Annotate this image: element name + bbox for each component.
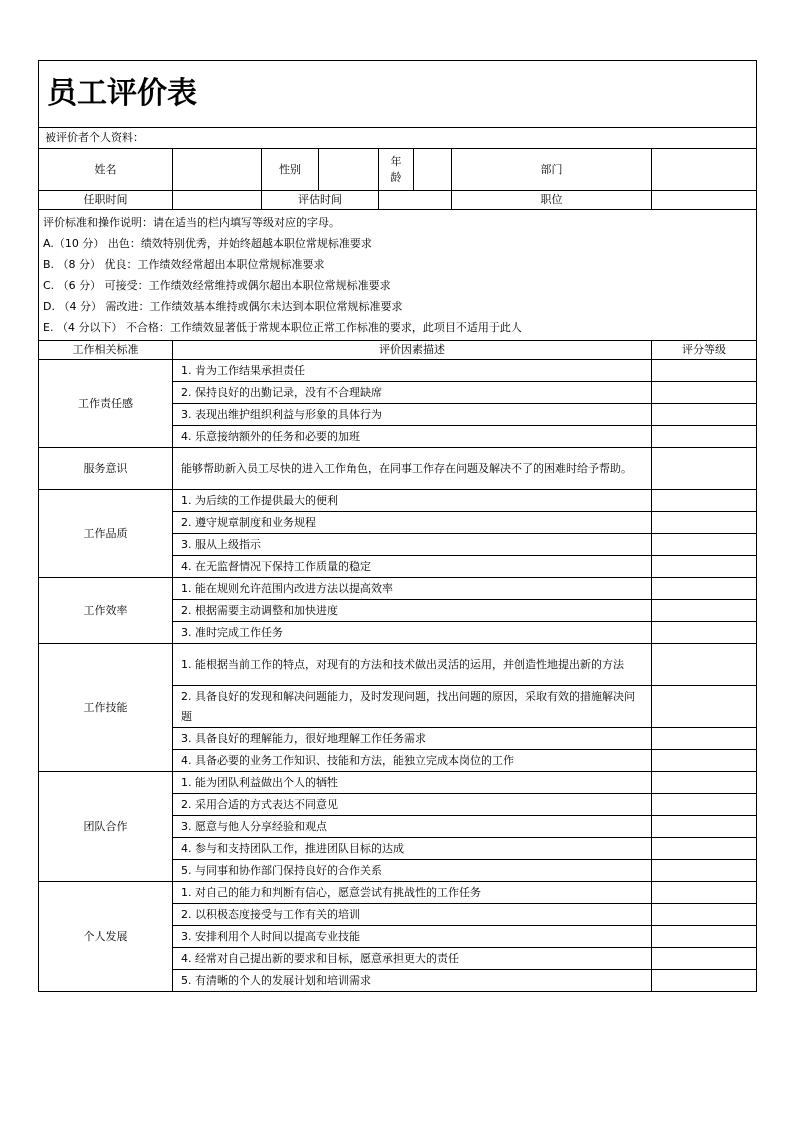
category-label: 工作责任感 xyxy=(39,360,173,448)
score-field[interactable] xyxy=(652,816,757,838)
criterion-text: 3. 具备良好的理解能力，很好地理解工作任务需求 xyxy=(173,728,652,750)
score-field[interactable] xyxy=(652,948,757,970)
score-field[interactable] xyxy=(652,600,757,622)
position-label: 职位 xyxy=(452,191,652,210)
criterion-text: 1. 对自己的能力和判断有信心，愿意尝试有挑战性的工作任务 xyxy=(173,882,652,904)
evaluation-table xyxy=(38,60,757,992)
table-row xyxy=(39,644,757,686)
criterion-text: 5. 有清晰的个人的发展计划和培训需求 xyxy=(173,970,652,992)
category-label: 个人发展 xyxy=(39,882,173,992)
score-field[interactable] xyxy=(652,512,757,534)
category-label: 工作效率 xyxy=(39,578,173,644)
criterion-text: 4. 参与和支持团队工作，推进团队目标的达成 xyxy=(173,838,652,860)
criterion-text: 2. 遵守规章制度和业务规程 xyxy=(173,512,652,534)
score-field[interactable] xyxy=(652,728,757,750)
criterion-text: 2. 以积极态度接受与工作有关的培训 xyxy=(173,904,652,926)
header-description: 评价因素描述 xyxy=(173,341,652,360)
criterion-text: 3. 安排利用个人时间以提高专业技能 xyxy=(173,926,652,948)
age-label xyxy=(379,149,414,191)
score-field[interactable] xyxy=(652,360,757,382)
table-row xyxy=(39,772,757,794)
dept-field[interactable] xyxy=(652,149,757,191)
tenure-label: 任职时间 xyxy=(39,191,173,210)
criterion-text: 4. 具备必要的业务工作知识、技能和方法，能独立完成本岗位的工作 xyxy=(173,750,652,772)
score-field[interactable] xyxy=(652,838,757,860)
table-row xyxy=(39,360,757,382)
category-label: 工作技能 xyxy=(39,644,173,772)
page-title: 员工评价表 xyxy=(39,61,757,128)
category-label: 工作品质 xyxy=(39,490,173,578)
score-field[interactable] xyxy=(652,794,757,816)
criterion-text: 2. 保持良好的出勤记录，没有不合理缺席 xyxy=(173,382,652,404)
score-field[interactable] xyxy=(652,686,757,728)
criterion-text: 1. 能在规则允许范围内改进方法以提高效率 xyxy=(173,578,652,600)
score-field[interactable] xyxy=(652,860,757,882)
name-field[interactable] xyxy=(173,149,262,191)
score-field[interactable] xyxy=(652,970,757,992)
age-label-line-1: 年 xyxy=(390,154,402,168)
score-field[interactable] xyxy=(652,404,757,426)
score-field[interactable] xyxy=(652,556,757,578)
score-field[interactable] xyxy=(652,534,757,556)
criterion-text: 1. 为后续的工作提供最大的便利 xyxy=(173,490,652,512)
criterion-text: 5. 与同事和协作部门保持良好的合作关系 xyxy=(173,860,652,882)
gender-field[interactable] xyxy=(319,149,379,191)
criterion-text: 2. 根据需要主动调整和加快进度 xyxy=(173,600,652,622)
criterion-text: 1. 肯为工作结果承担责任 xyxy=(173,360,652,382)
grade-c-line: C. （6 分） 可接受：工作绩效经常维持或偶尔超出本职位常规标准要求 xyxy=(43,279,391,292)
position-field[interactable] xyxy=(652,191,757,210)
category-label: 团队合作 xyxy=(39,772,173,882)
table-row xyxy=(39,578,757,600)
criterion-text: 3. 准时完成工作任务 xyxy=(173,622,652,644)
evaluation-form xyxy=(38,60,756,992)
grade-b-line: B. （8 分） 优良：工作绩效经常超出本职位常规标准要求 xyxy=(43,258,325,271)
score-field[interactable] xyxy=(652,426,757,448)
score-field[interactable] xyxy=(652,490,757,512)
name-label: 姓名 xyxy=(39,149,173,191)
table-row xyxy=(39,490,757,512)
instruction-line: 评价标准和操作说明：请在适当的栏内填写等级对应的字母。 xyxy=(43,216,340,229)
score-field[interactable] xyxy=(652,382,757,404)
instructions xyxy=(39,210,757,341)
criterion-text: 3. 愿意与他人分享经验和观点 xyxy=(173,816,652,838)
criterion-text: 1. 能为团队利益做出个人的牺牲 xyxy=(173,772,652,794)
criterion-text: 4. 乐意接纳额外的任务和必要的加班 xyxy=(173,426,652,448)
grade-e-line: E. （4 分以下） 不合格：工作绩效显著低于常规本职位正常工作标准的要求，此项目不适用于此人 xyxy=(43,321,522,334)
grade-a-line: A.（10 分） 出色：绩效特别优秀，并始终超越本职位常规标准要求 xyxy=(43,237,372,250)
personal-info-label: 被评价者个人资料： xyxy=(39,128,757,149)
score-field[interactable] xyxy=(652,448,757,490)
criterion-text: 4. 在无监督情况下保持工作质量的稳定 xyxy=(173,556,652,578)
criterion-text: 2. 具备良好的发现和解决问题能力，及时发现问题，找出问题的原因，采取有效的措施解决问题 xyxy=(173,686,652,728)
score-field[interactable] xyxy=(652,750,757,772)
criterion-text: 能够帮助新入员工尽快的进入工作角色，在同事工作存在问题及解决不了的困难时给予帮助。 xyxy=(173,448,652,490)
age-field[interactable] xyxy=(414,149,452,191)
score-field[interactable] xyxy=(652,578,757,600)
score-field[interactable] xyxy=(652,926,757,948)
criterion-text: 3. 表现出维护组织利益与形象的具体行为 xyxy=(173,404,652,426)
score-field[interactable] xyxy=(652,882,757,904)
table-row xyxy=(39,448,757,490)
criterion-text: 4. 经常对自己提出新的要求和目标，愿意承担更大的责任 xyxy=(173,948,652,970)
score-field[interactable] xyxy=(652,904,757,926)
criterion-text: 3. 服从上级指示 xyxy=(173,534,652,556)
age-label-line-2: 龄 xyxy=(390,170,402,184)
header-score: 评分等级 xyxy=(652,341,757,360)
header-standard: 工作相关标准 xyxy=(39,341,173,360)
table-row xyxy=(39,882,757,904)
eval-time-field[interactable] xyxy=(379,191,452,210)
tenure-field[interactable] xyxy=(173,191,262,210)
score-field[interactable] xyxy=(652,772,757,794)
criterion-text: 2. 采用合适的方式表达不同意见 xyxy=(173,794,652,816)
gender-label: 性别 xyxy=(262,149,319,191)
category-label: 服务意识 xyxy=(39,448,173,490)
eval-time-label: 评估时间 xyxy=(262,191,379,210)
criterion-text: 1. 能根据当前工作的特点，对现有的方法和技术做出灵活的运用，并创造性地提出新的方法 xyxy=(173,644,652,686)
grade-d-line: D. （4 分） 需改进：工作绩效基本维持或偶尔未达到本职位常规标准要求 xyxy=(43,300,403,313)
score-field[interactable] xyxy=(652,644,757,686)
score-field[interactable] xyxy=(652,622,757,644)
dept-label: 部门 xyxy=(452,149,652,191)
